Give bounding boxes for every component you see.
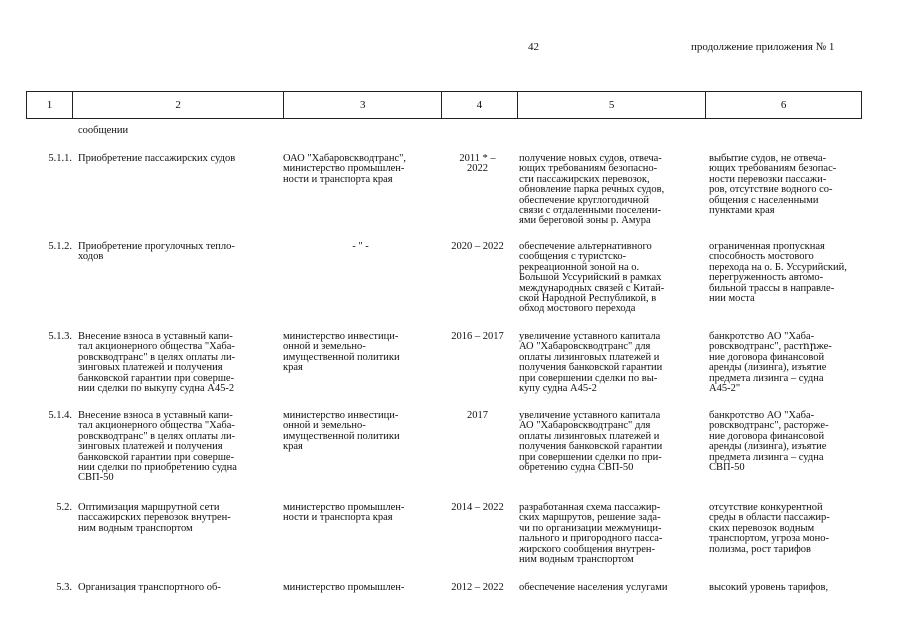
- row-result: получение новых судов, отвеча- ющих требованиям безопасно- сти пассажирских перевозок, обновление парка речных судов, обеспечение круглогодичной связи с отдаленными поселени- ями береговой зоны р. Амура: [519, 153, 665, 227]
- row-period: 2011 * – 2022: [459, 153, 496, 175]
- column-header-4: 4: [442, 92, 518, 118]
- row-number: 5.1.3.: [48, 331, 72, 342]
- row-consequence: высокий уровень тарифов,: [709, 582, 829, 593]
- row-result: разработанная схема пассажир- ских маршрутов, решение зада- чи по организации межмуници- пального и пригородного пасса- жирского сообщения внутрен- ним водным транспортом: [519, 502, 663, 566]
- row-period: 2017: [467, 410, 488, 421]
- row-consequence: выбытие судов, не отвеча- ющих требованиям безопас- ности перевозки пассажи- ров, отсутствие водного со- общения с населенными пунктами края: [709, 153, 837, 217]
- row-result: увеличение уставного капитала АО "Хабаровскводтранс" для оплаты лизинговых платежей и получения банковской гарантии при совершении сделки по при- обретению судна СВП-50: [519, 410, 663, 474]
- row-executor: министерство промышлен- ности и транспорта края: [283, 502, 405, 524]
- column-header-3: 3: [284, 92, 442, 118]
- row-number: 5.1.4.: [48, 410, 72, 421]
- carryover-text: сообщении: [78, 125, 129, 136]
- column-header-5: 5: [518, 92, 707, 118]
- row-activity: Организация транспортного об-: [78, 582, 221, 593]
- row-number: 5.1.1.: [48, 153, 72, 164]
- row-executor: министерство инвестици- онной и земельно- имущественной политики края: [283, 410, 400, 453]
- row-result: обеспечение альтернативного сообщения с туристско- рекреационной зоной на о. Большой Уссурийский в рамках международных связей с Китай- ской Народной Республикой, в обход мостового перехода: [519, 241, 665, 315]
- page-number: 42: [528, 41, 539, 53]
- row-number: 5.1.2.: [48, 241, 72, 252]
- row-result: увеличение уставного капитала АО "Хабаровскводтранс" для оплаты лизинговых платежей и получения банковской гарантии при совершении сделки по вы- купу судна А45-2: [519, 331, 663, 395]
- row-activity: Приобретение пассажирских судов: [78, 153, 236, 164]
- row-period: 2014 – 2022: [451, 502, 504, 513]
- column-header-1: 1: [27, 92, 73, 118]
- row-number: 5.3.: [56, 582, 72, 593]
- row-result: обеспечение населения услугами: [519, 582, 668, 593]
- row-activity: Внесение взноса в уставный капи- тал акционерного общества "Хаба- ровскводтранс" в целях оплаты ли- зинговых платежей и получения банковской гарантии при соверше- нии сделки по выкупу судна А45-2: [78, 331, 236, 395]
- appendix-continuation-label: продолжение приложения № 1: [691, 41, 835, 53]
- row-period: 2020 – 2022: [451, 241, 504, 252]
- row-number: 5.2.: [56, 502, 72, 513]
- row-executor: ОАО "Хабаровскводтранс", министерство промышлен- ности и транспорта края: [283, 153, 407, 185]
- row-executor: министерство промышлен-: [283, 582, 405, 593]
- row-executor: - " -: [352, 241, 369, 252]
- row-consequence: банкротство АО "Хаба- ровскводтранс", растորже- ние договора финансовой аренды (лизинга), изъятие предмета лизинга – судна А45-2": [709, 331, 832, 395]
- row-executor: министерство инвестици- онной и земельно- имущественной политики края: [283, 331, 400, 374]
- table-column-header-row: [26, 91, 862, 119]
- row-consequence: отсутствие конкурентной среды в области пассажир- ских перевозок водным транспортом, угроза моно- полизма, рост тарифов: [709, 502, 830, 555]
- column-header-2: 2: [73, 92, 284, 118]
- row-period: 2012 – 2022: [451, 582, 504, 593]
- row-consequence: банкротство АО "Хаба- ровскводтранс", расторже- ние договора финансовой аренды (лизинга), изъятие предмета лизинга – судна СВП-50: [709, 410, 829, 474]
- row-activity: Внесение взноса в уставный капи- тал акционерного общества "Хаба- ровскводтранс" в целях оплаты ли- зинговых платежей и получения банковской гарантии при соверше- нии сделки по приобретению судна СВП-50: [78, 410, 237, 484]
- row-period: 2016 – 2017: [451, 331, 504, 342]
- column-header-6: 6: [780, 99, 787, 111]
- row-activity: Приобретение прогулочных тепло- ходов: [78, 241, 235, 263]
- row-activity: Оптимизация маршрутной сети пассажирских перевозок внутрен- ним водным транспортом: [78, 502, 231, 534]
- row-consequence: ограниченная пропускная способность мостового перехода на о. Б. Уссурийский, перегруженность автомо- бильной трассы в направле- нии моста: [709, 241, 847, 305]
